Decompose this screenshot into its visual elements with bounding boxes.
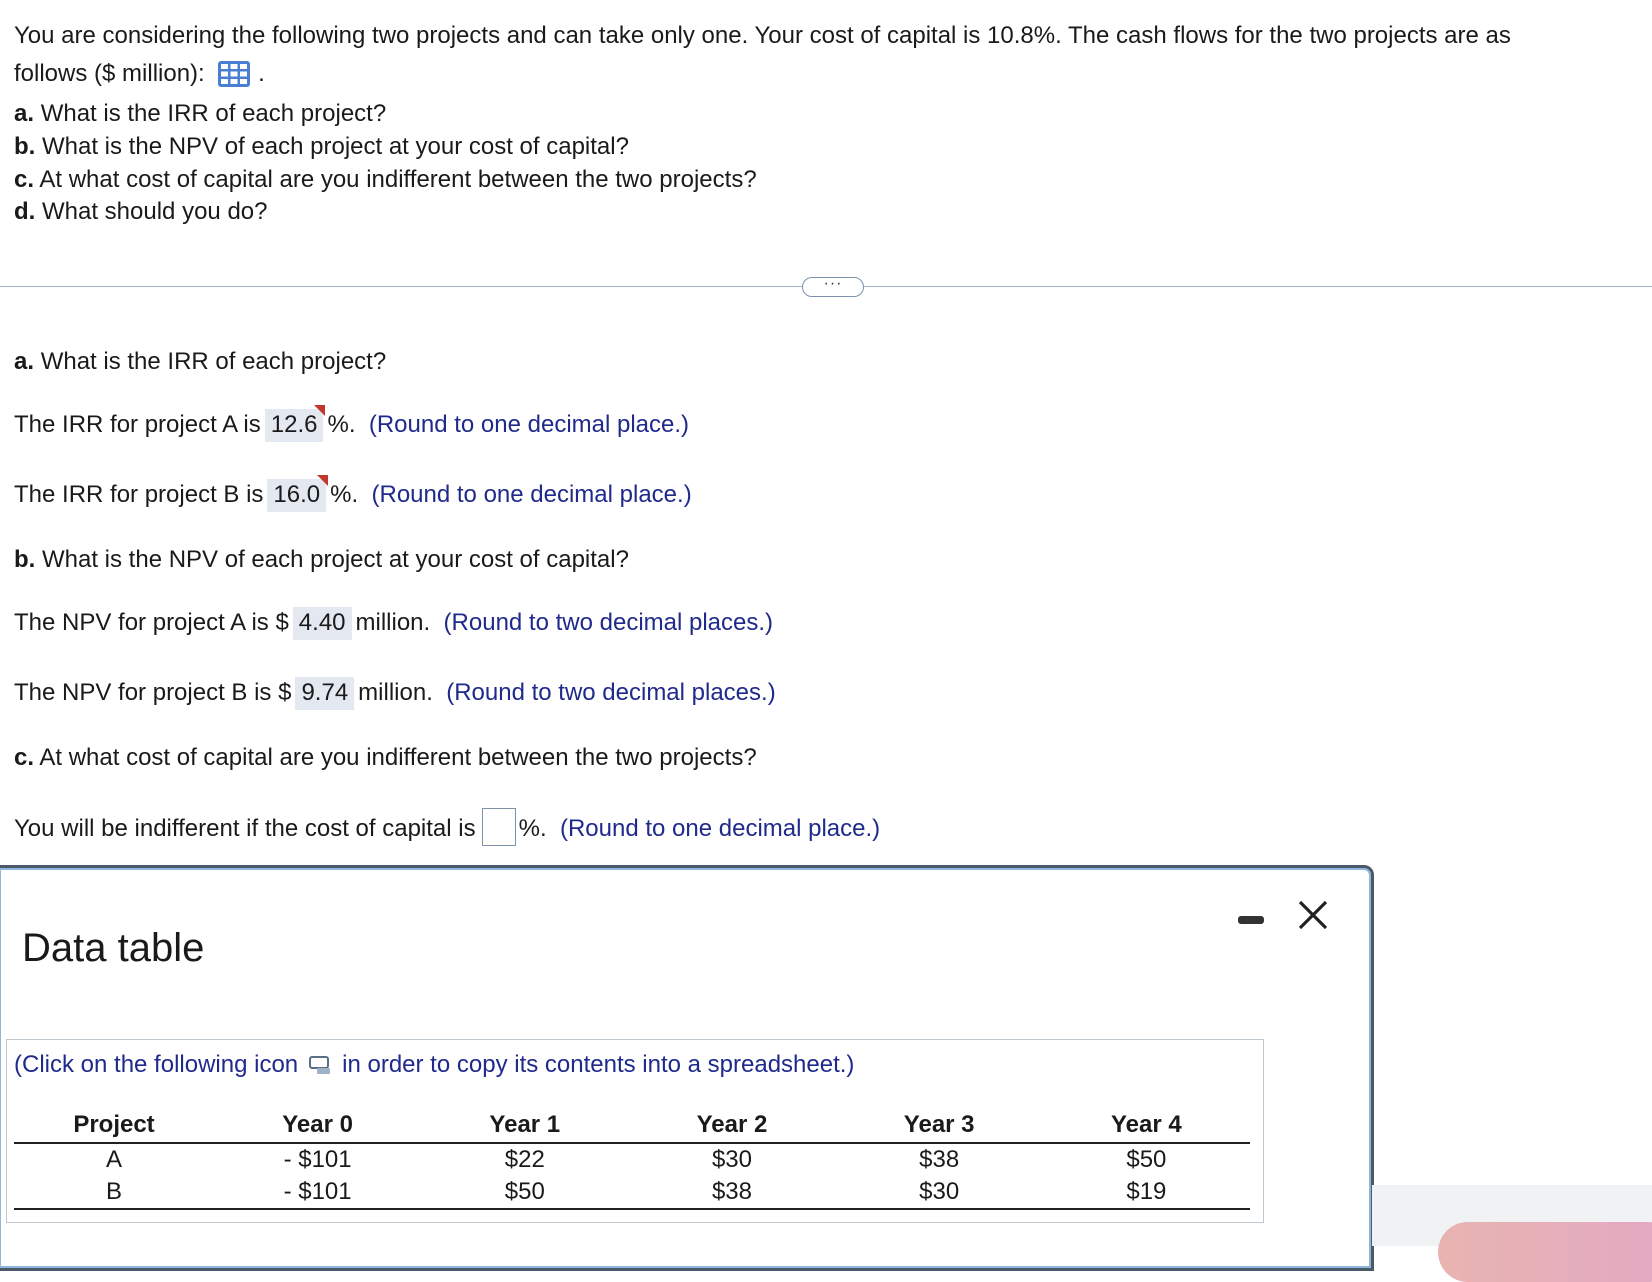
intro-line-2: follows ($ million): xyxy=(14,60,205,87)
intro-line-1: You are considering the following two projects and can take only one. Your cost of capital is 10.8%. The cash flows for the two projects are as xyxy=(14,22,1511,49)
table-cell: $38 xyxy=(628,1176,835,1209)
table-header: Year 4 xyxy=(1043,1108,1250,1143)
indifference-rate-input[interactable] xyxy=(482,808,516,846)
minimize-icon[interactable] xyxy=(1238,916,1264,924)
part-a-heading: a. What is the IRR of each project? xyxy=(14,348,387,375)
incorrect-flag-icon xyxy=(317,475,328,486)
npv-b-answer[interactable]: 9.74 xyxy=(295,677,354,710)
data-table-grid-icon[interactable] xyxy=(217,60,251,88)
part-b-heading: b. What is the NPV of each project at your cost of capital? xyxy=(14,546,629,573)
irr-b-answer[interactable]: 16.0 xyxy=(267,479,326,512)
table-cell: $38 xyxy=(919,1146,960,1173)
table-cell: $19 xyxy=(1043,1176,1250,1209)
table-cell: $22 xyxy=(504,1146,545,1173)
table-cell: B xyxy=(14,1176,214,1209)
table-cell: - $101 xyxy=(214,1176,421,1209)
incorrect-flag-icon xyxy=(314,405,325,416)
copy-instruction: (Click on the following icon in order to copy its contents into a spreadsheet.) xyxy=(14,1051,855,1078)
table-row xyxy=(14,1176,1250,1209)
cash-flow-table xyxy=(14,1108,1250,1210)
round-hint: (Round to one decimal place.) xyxy=(368,411,690,438)
table-cell: A xyxy=(105,1146,122,1173)
table-header-row xyxy=(14,1108,1250,1143)
part-d-question: d. What should you do? xyxy=(14,198,268,225)
npv-b-line: The NPV for project B is $ 9.74 million. (Round to two decimal places.) xyxy=(14,677,776,710)
round-hint: (Round to two decimal places.) xyxy=(446,679,776,706)
table-header: Project xyxy=(14,1108,214,1143)
expand-more-button[interactable]: ··· xyxy=(802,277,864,297)
npv-a-line: The NPV for project A is $ 4.40 million. (Round to two decimal places.) xyxy=(14,607,773,640)
copy-icon[interactable] xyxy=(308,1054,334,1076)
part-c-heading: c. At what cost of capital are you indifferent between the two projects? xyxy=(14,744,757,771)
part-b-question: b. What is the NPV of each project at your cost of capital? xyxy=(14,133,629,160)
question-intro xyxy=(14,17,1511,93)
close-icon[interactable] xyxy=(1296,898,1330,932)
table-cell: $30 xyxy=(836,1176,1043,1209)
indifference-line: You will be indifferent if the cost of capital is %. (Round to one decimal place.) xyxy=(14,808,880,846)
table-row xyxy=(14,1143,1250,1176)
part-c-question: c. At what cost of capital are you indifferent between the two projects? xyxy=(14,166,757,193)
round-hint: (Round to one decimal place.) xyxy=(371,481,692,508)
table-header: Year 2 xyxy=(628,1108,835,1143)
dialog-title: Data table xyxy=(22,926,205,970)
round-hint: (Round to one decimal place.) xyxy=(559,815,881,842)
table-header: Year 1 xyxy=(421,1108,628,1143)
irr-a-line: The IRR for project A is 12.6 %. (Round to one decimal place.) xyxy=(14,409,689,442)
npv-a-answer[interactable]: 4.40 xyxy=(293,607,352,640)
part-a-question: a. What is the IRR of each project? xyxy=(14,100,387,127)
irr-a-answer[interactable]: 12.6 xyxy=(265,409,324,442)
irr-b-line: The IRR for project B is 16.0 %. (Round to one decimal place.) xyxy=(14,479,692,512)
table-cell: $50 xyxy=(1126,1146,1167,1173)
table-cell: - $101 xyxy=(283,1146,352,1173)
check-answer-button[interactable] xyxy=(1438,1222,1652,1282)
intro-trailing-dot: . xyxy=(258,60,265,87)
table-cell: $50 xyxy=(421,1176,628,1209)
round-hint: (Round to two decimal places.) xyxy=(443,609,774,636)
table-header: Year 3 xyxy=(836,1108,1043,1143)
table-header: Year 0 xyxy=(214,1108,421,1143)
table-cell: $30 xyxy=(711,1146,752,1173)
